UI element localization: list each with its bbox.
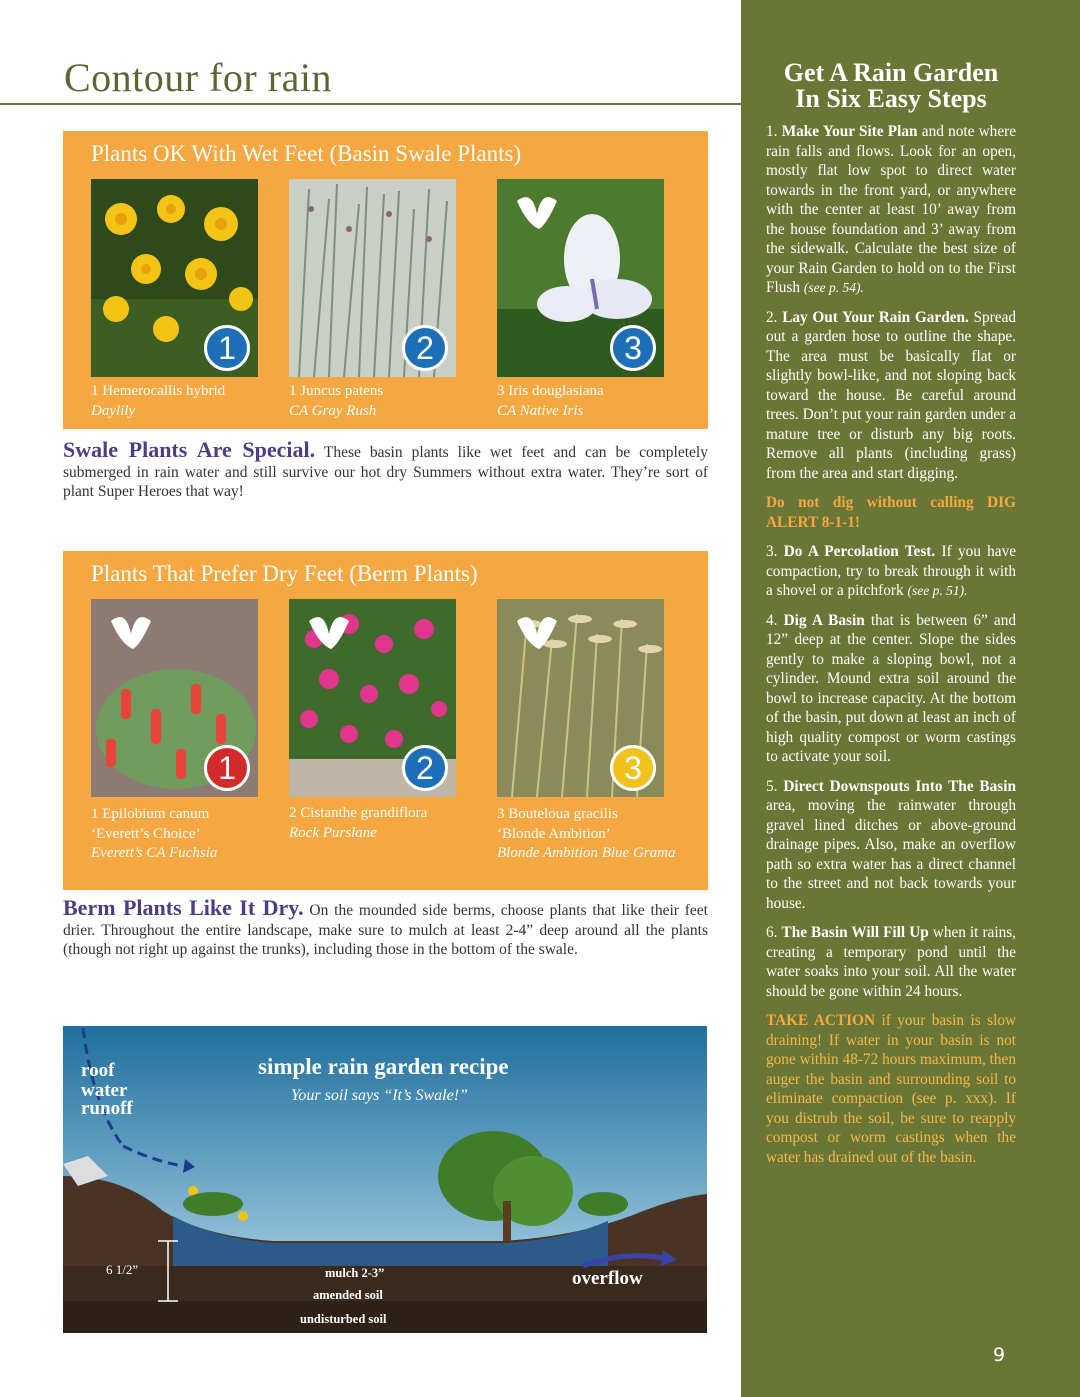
- step-number: 1.: [766, 123, 778, 140]
- depth-label: 6 1/2”: [106, 1262, 139, 1277]
- badge-2: 2: [402, 325, 448, 371]
- step-body: and note where rain falls and flows. Look for an open, mostly flat low spot to direct water towards in the front yard, or anywhere with the center at least 10’ away from the house foundation and 3’ away from the sidewalk. Calculate the best size of your Rain Garden to hold on to the First Flush: [766, 123, 1016, 296]
- berm-body: On the mounded side berms, choose plants that like their feet drier. Throughout the entire landscape, make sure to mulch at least 2-4” deep around all the plants (though not right up against the trunks), including those in the bottom of the swale.: [63, 902, 708, 959]
- swale-body: These basin plants like wet feet and can be completely submerged in rain water and still survive our hot dry Summers without extra water. They’re sort of plant Super Heroes that way!: [63, 444, 708, 501]
- mulch-label: mulch 2-3”: [325, 1266, 385, 1280]
- step-4: [766, 611, 1016, 767]
- step-1: [766, 122, 1016, 298]
- step-6: [766, 923, 1016, 1001]
- plant-cultivar: ‘Everett’s Choice’: [91, 825, 201, 842]
- plant-caption: [289, 382, 479, 421]
- step-body: that is between 6” and 12” deep at the center. Slope the sides gently to make a sloping bowl, not a cylinder. Mound extra soil around the bowl to increase capacity. At the bottom of the basin, put down at least an inch of high quality compost or worm castings to activate your soil.: [766, 611, 1016, 765]
- plant-name: 1 Epilobium canum: [91, 806, 210, 822]
- rock-purslane-photo: [289, 599, 456, 797]
- step-heading: Dig A Basin: [783, 611, 865, 629]
- daylily-photo: [91, 179, 258, 377]
- step-number: 4.: [766, 611, 778, 629]
- wet-feet-plants-box: [63, 131, 708, 429]
- plant-name: 3 Bouteloua gracilis: [497, 806, 618, 822]
- step-heading: The Basin Will Fill Up: [781, 924, 929, 941]
- dry-box-heading: Plants That Prefer Dry Feet (Berm Plants): [91, 561, 478, 586]
- wet-box-heading: Plants OK With Wet Feet (Basin Swale Plants): [91, 141, 522, 166]
- rain-garden-diagram: [63, 1026, 707, 1333]
- sidebar-title-line1: Get A Rain Garden: [783, 58, 999, 87]
- plant-name: 1 Juncus patens: [289, 383, 384, 399]
- step-2: [766, 308, 1016, 484]
- blue-grama-photo: [497, 599, 664, 797]
- sidebar-title-line2: In Six Easy Steps: [795, 84, 987, 113]
- dig-alert-warning: Do not dig without calling DIG ALERT 8-1-1!: [766, 494, 1016, 531]
- gray-rush-photo: [289, 179, 456, 377]
- plant-common-name: Everett’s CA Fuchsia: [91, 845, 218, 861]
- badge-3: 3: [610, 325, 656, 371]
- step-body: area, moving the rainwater through gravel lined ditches or above-ground drainage pipes. Also, make an overflow path so extra water has a direct channel to the street and not back towards your house.: [766, 797, 1016, 912]
- plant-cultivar: ‘Blonde Ambition’: [497, 825, 611, 842]
- badge-3: 3: [610, 745, 656, 791]
- page-reference: (see p. 54).: [803, 280, 864, 295]
- plant-name: 2 Cistanthe grandiflora: [289, 805, 428, 821]
- step-3: [766, 542, 1016, 601]
- diagram-subtitle: Your soil says “It’s Swale!”: [291, 1087, 468, 1104]
- plant-caption: [91, 805, 281, 864]
- plant-common-name: CA Gray Rush: [289, 402, 377, 419]
- badge-1: 1: [204, 325, 250, 371]
- page-number: 9: [993, 1344, 1006, 1366]
- step-number: 5.: [766, 777, 778, 795]
- badge-2: 2: [402, 745, 448, 791]
- step-5: [766, 777, 1016, 914]
- step-body: If you have compaction, try to break through it with a shovel or a pitchfork: [766, 543, 1017, 599]
- step-body: when it rains, creating a temporary pond until the water soaks into your soil. All the water should be gone within 24 hours.: [766, 924, 1016, 1000]
- plant-common-name: Rock Purslane: [289, 824, 377, 841]
- take-action-heading: TAKE ACTION: [766, 1012, 876, 1029]
- native-iris-photo: [497, 179, 664, 377]
- step-heading: Direct Downspouts Into The Basin: [783, 777, 1016, 795]
- diagram-roof-label: roof: [81, 1060, 115, 1081]
- step-number: 3.: [766, 543, 778, 560]
- berm-plants-text: [63, 895, 708, 960]
- step-number: 6.: [766, 924, 778, 941]
- step-body: Spread out a garden hose to outline the shape. The area must be basically flat or slightly bowl-like, and not sloping back toward the house. Be careful around trees. Don’t put your rain garden under a mature tree or disturb any big roots. Remove all plants (including grass) from the area and start digging.: [766, 308, 1017, 482]
- take-action-note: [766, 1011, 1016, 1167]
- plant-caption: [289, 804, 479, 843]
- swale-plants-text: [63, 437, 708, 502]
- page-title: Contour for rain: [64, 55, 332, 100]
- plant-name: 3 Iris douglasiana: [497, 383, 604, 399]
- plant-caption: [91, 382, 281, 421]
- diagram-title: simple rain garden recipe: [258, 1054, 509, 1079]
- steps-sidebar: [741, 0, 1080, 1397]
- ca-fuchsia-photo: [91, 599, 258, 797]
- diagram-water-label: water: [81, 1080, 128, 1101]
- diagram-runoff-label: runoff: [81, 1098, 133, 1119]
- plant-common-name: Blonde Ambition Blue Grama: [497, 845, 676, 861]
- badge-1: 1: [204, 745, 250, 791]
- steps-list: [766, 122, 1016, 1177]
- dry-feet-plants-box: [63, 551, 708, 890]
- plant-name: 1 Hemerocallis hybrid: [91, 383, 226, 399]
- undisturbed-soil-label: undisturbed soil: [300, 1312, 387, 1326]
- step-number: 2.: [766, 308, 778, 326]
- page-reference: (see p. 51).: [907, 583, 968, 598]
- plant-common-name: Daylily: [91, 402, 136, 419]
- berm-lead: Berm Plants Like It Dry.: [63, 895, 304, 920]
- overflow-label: overflow: [572, 1268, 643, 1289]
- title-divider: [0, 103, 741, 105]
- plant-caption: [497, 382, 687, 421]
- step-heading: Make Your Site Plan: [781, 123, 918, 140]
- plant-common-name: CA Native Iris: [497, 402, 584, 419]
- swale-lead: Swale Plants Are Special.: [63, 437, 316, 462]
- take-action-body: if your basin is slow draining! If water in your basin is not gone within 48-72 hours maximum, then auger the basin and surrounding soil to eliminate compaction (see p. xxx). If you distrub the soil, be sure to reapply compost or worm castings when the water has drained out of the basin.: [766, 1012, 1017, 1166]
- sidebar-title: [741, 60, 1041, 112]
- plant-caption: [497, 805, 687, 864]
- amended-soil-label: amended soil: [313, 1288, 383, 1302]
- step-heading: Lay Out Your Rain Garden.: [782, 308, 969, 326]
- step-heading: Do A Percolation Test.: [783, 543, 936, 560]
